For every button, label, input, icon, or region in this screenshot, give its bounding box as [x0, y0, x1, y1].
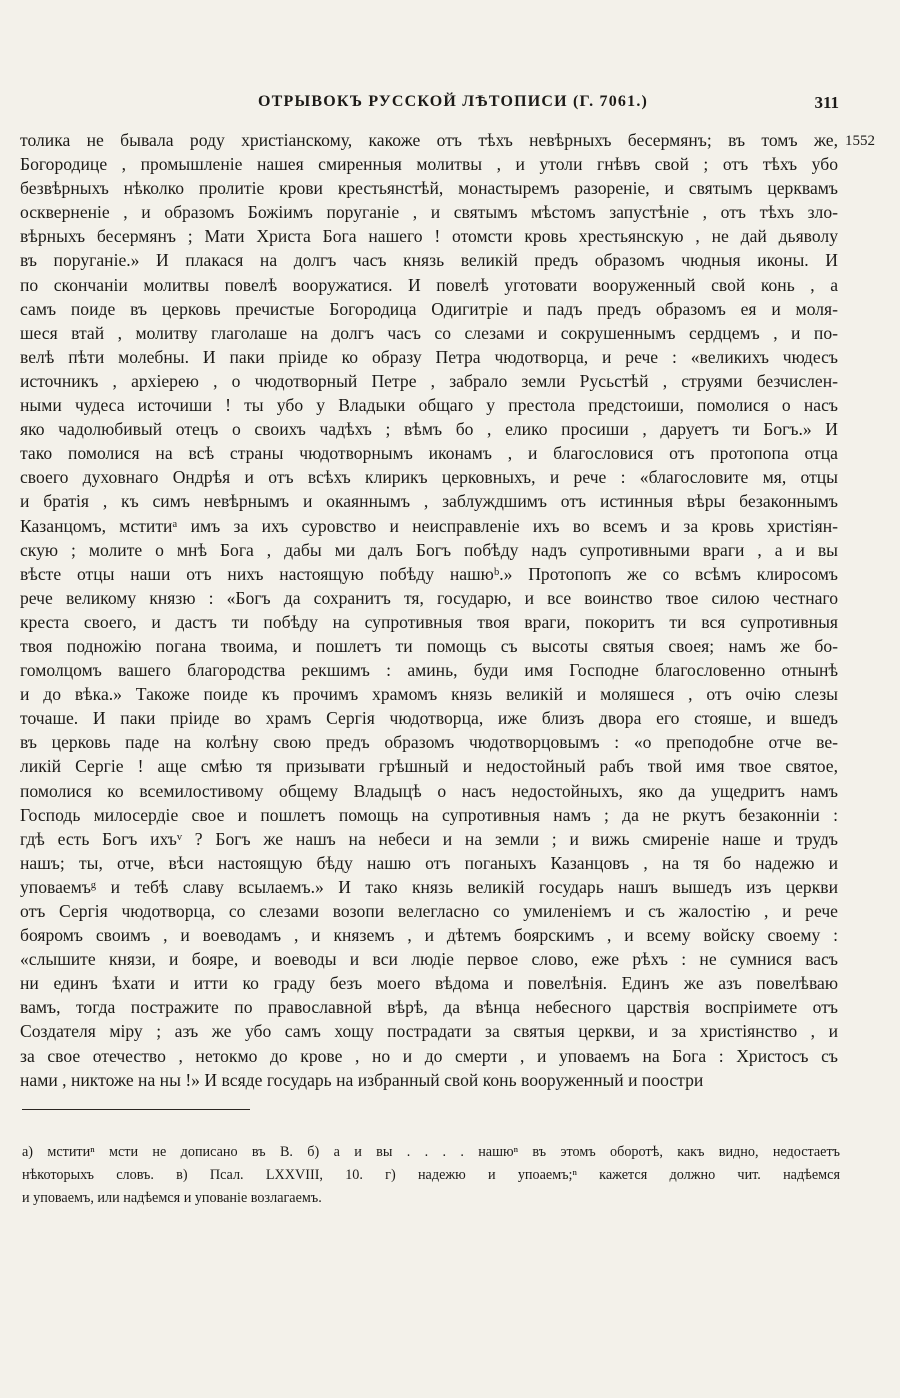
text-line: Создателя міру ; азъ же убо самъ хощу пострадати за святыя церкви, и за христіянство , и — [20, 1021, 838, 1042]
text-line: нами , никтоже на ны !» И вcяде государь на избранный свой конь вооруженный и поостри — [20, 1069, 704, 1090]
text-line: по скончаніи молитвы повелѣ вооружатися. И повелѣ уготовати вооруженный свой конь , а — [20, 274, 838, 295]
footnote-line: а) мститиⁿ мсти не дописано въ В. б) а и вы . . . . нашюⁿ въ этомъ оборотѣ, какъ видно, недостаетъ — [22, 1144, 840, 1160]
text-line: помолися ко всемилостивому общему Владыцѣ о насъ недостойныхъ, яко да ущедритъ намъ — [20, 780, 838, 801]
text-line: «слышите князи, и бояре, и воеводы и вси людіе первое слово, еже рѣхъ : не сумнися васъ — [20, 949, 838, 970]
footnotes — [22, 1141, 840, 1210]
text-line: источникъ , архіерею , о чюдотворный Петре , забрало земли Русьстѣй , струями безчислен- — [20, 370, 838, 391]
text-line: вамъ, тогда постражите по православной вѣрѣ, да вѣнца небесного царствія воспріимете отъ — [20, 997, 838, 1018]
text-line: яко чадолюбивый отецъ о своихъ чадѣхъ ; вѣмъ бо , елико просиши , даруетъ ти Богъ.» И — [20, 419, 838, 440]
text-line: скую ; молите о мнѣ Бога , дабы ми далъ Богъ побѣду надъ супротивными враги , а и вы — [20, 539, 838, 560]
body-text — [20, 128, 838, 1092]
text-line: нашъ; ты, отче, вѣси настоящую бѣду нашю отъ поганыхъ Казанцовъ , на тя бо надежю и — [20, 852, 838, 873]
text-line: тако помолися на вcѣ страны чюдотворнымъ иконамъ , и благословися отъ протопопа отца — [20, 443, 838, 464]
text-line: рече великому князю : «Богъ да сохранитъ тя, государю, и все воинство твое силою честнаго — [20, 587, 838, 608]
text-line: Богородице , промышленіе нашея смиренныя молитвы , и утоли гнѣвъ свой ; отъ тѣхъ убо — [20, 154, 838, 175]
text-line: Господь милосердіе свое и пошлетъ помощь на супротивныя намъ ; да не ркутъ безаконніи : — [20, 804, 838, 825]
text-line: ликій Сергіе ! аще смѣю тя призывати грѣшный и недостойный рабъ твой имя твое святое, — [20, 756, 838, 777]
text-line: гомолцомъ вашего благородства рекшимъ : аминь, буди имя Господне благословенно отнынѣ — [20, 660, 838, 681]
page-header — [0, 93, 900, 117]
text-line: креста своего, и дастъ ти побѣду на супротивныя твоя враги, покоритъ ти вся супротивныя — [20, 611, 838, 632]
text-line: твоя подножію погана твоима, и пошлетъ ти помощь съ высоты святыя своея; намъ же бо- — [20, 635, 838, 656]
text-line: за свое отечество , нетокмо до крове , но и до смерти , и уповаемъ на Бога : Христосъ съ — [20, 1045, 838, 1066]
text-line: отъ Сергія чюдотворца, со слезами возопи велегласно со умиленіемъ и съ жалостію , и рече — [20, 901, 838, 921]
text-line: шеся втай , молитву глаголаше на долгъ часъ со слезами и сокрушеннымъ сердцемъ , и по- — [20, 322, 838, 343]
text-line: оскверненіе , и образомъ Божіимъ поруганіе , и святымъ мѣстомъ запустѣніе , отъ тѣхъ зло- — [20, 202, 838, 223]
text-line: велѣ пѣти молебны. И паки пріиде ко образу Петра чюдотворца, и рече : «великихъ чюдесъ — [20, 346, 838, 367]
text-line: толика не бывала роду христіанскому, какоже отъ тѣхъ невѣрныхъ бесермянъ; въ томъ же, — [20, 130, 838, 150]
text-line: безвѣрныхъ нѣколко пролитіе крови крестьянстѣй, монастыремъ разореніе, и святымъ церквамъ — [20, 178, 838, 199]
text-line: вѣрныхъ бесермянъ ; Мати Христа Бога нашего ! отомсти кровь хрестьянскую , не дай дьяволу — [20, 226, 838, 247]
text-line: самъ поиде въ церковь пречистые Богородица Одигитріе и падъ предъ образомъ ея и моля- — [20, 298, 838, 319]
footnote-line: нѣкоторыхъ словъ. в) Псал. LXXVIII, 10. г) надежю и упоаемъ;ⁿ кажется должно чит. надѣемся — [22, 1167, 840, 1183]
text-line: бояромъ своимъ , и воеводамъ , и княземъ , и дѣтемъ боярскимъ , и всему войску своему : — [20, 925, 838, 946]
text-line: вѣсте отцы наши отъ нихъ настоящую побѣду нашюᵇ.» Протопопъ же со вcѣмъ клиросомъ — [20, 563, 838, 584]
text-line: ными чудеса источиши ! ты убо у Владыки общаго у престола предстоиши, помолися о насъ — [20, 395, 838, 416]
text-line: ни единъ ѣхати и итти ко граду безъ моего вѣдома и повелѣнія. Единъ же азъ повелѣваю — [20, 973, 838, 994]
text-line: уповаемъᵍ и тебѣ славу всылаемъ.» И тако князь великій государь нашъ вышедъ изъ церкви — [20, 876, 838, 897]
text-line: и братія , къ симъ невѣрнымъ и окаяннымъ , заблуждшимъ отъ истинныя вѣры безаконнымъ — [20, 491, 838, 512]
text-line: въ поруганіе.» И плакася на долгъ часъ князь великій предъ образомъ чюдныя иконы. И — [20, 250, 838, 271]
text-line: Казанцомъ, мститиᵃ имъ за ихъ суровство и неисправленіе ихъ во всемъ и за кровь христіян- — [20, 515, 838, 536]
text-line: своего духовнаго Ондрѣя и отъ вcѣхъ клирикъ церковныхъ, и рече : «благословите мя, отцы — [20, 467, 838, 488]
text-line: гдѣ есть Богъ ихъᵛ ? Богъ же нашъ на небеси и на земли ; и вижь смиреніе наше и трудъ — [20, 828, 838, 849]
footnote-line: и уповаемъ, или надѣемся и упованіе возлагаемъ. — [22, 1190, 322, 1206]
text-line: точаше. И паки пріиде во храмъ Сергія чюдотворца, иже близъ двора его стояше, и вшедъ — [20, 708, 838, 729]
text-line: въ церковь паде на колѣну свою предъ образомъ чюдотворцовымъ : «о преподобне отче ве- — [20, 732, 838, 753]
running-title: ОТРЫВОКЪ РУССКОЙ ЛѢТОПИСИ (Г. 7061.) — [258, 93, 649, 110]
page-number: 311 — [814, 93, 839, 112]
margin-year: 1552 — [845, 133, 875, 149]
text-line: и до вѣка.» Такоже поиде къ прочимъ храмомъ князь великій и моляшеся , отъ очію слезы — [20, 684, 838, 705]
footnote-divider — [22, 1109, 250, 1110]
